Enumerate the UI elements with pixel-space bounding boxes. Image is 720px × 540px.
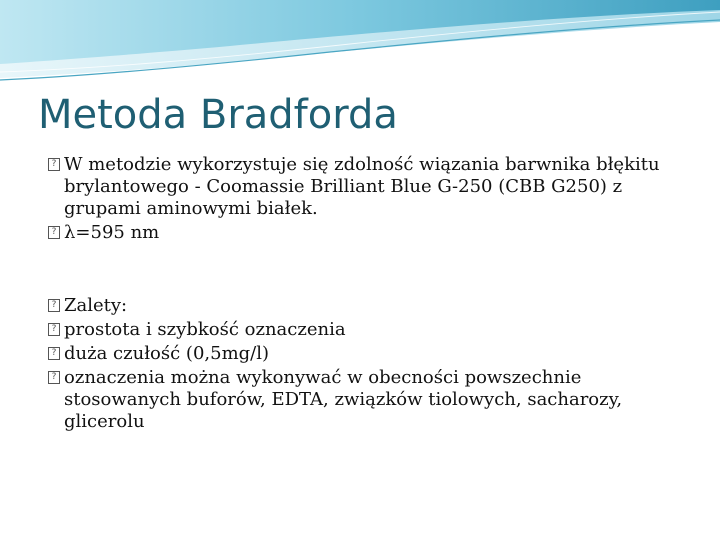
bullet-item [48, 154, 688, 220]
bullet-text: Zalety: [64, 295, 128, 316]
slide-title: Metoda Bradforda [38, 92, 398, 138]
bullet-item [48, 319, 688, 341]
bullet-icon: ? [48, 371, 60, 384]
bullet-icon: ? [48, 158, 60, 171]
bullet-text: oznaczenia można wykonywać w obecności powszechnie stosowanych buforów, EDTA, związków tiolowych, sacharozy, glicerolu [64, 367, 623, 432]
bullet-item [48, 367, 688, 433]
bullet-text: prostota i szybkość oznaczenia [64, 319, 346, 340]
bullet-item [48, 222, 688, 244]
bullet-text: duża czułość (0,5mg/l) [64, 343, 270, 364]
bullet-text: W metodzie wykorzystuje się zdolność wiązania barwnika błękitu brylantowego - Coomassie Brilliant Blue G-250 (CBB G250) z grupami aminowymi białek. [64, 154, 660, 219]
bullet-icon: ? [48, 347, 60, 360]
bullet-icon: ? [48, 323, 60, 336]
bullet-icon: ? [48, 226, 60, 239]
header-wave-front [0, 0, 720, 64]
bullet-item [48, 343, 688, 365]
header-wave-band [0, 0, 720, 90]
bullet-list [48, 154, 688, 435]
bullet-icon: ? [48, 299, 60, 312]
bullet-text: λ=595 nm [64, 222, 160, 243]
bullet-item [48, 295, 688, 317]
